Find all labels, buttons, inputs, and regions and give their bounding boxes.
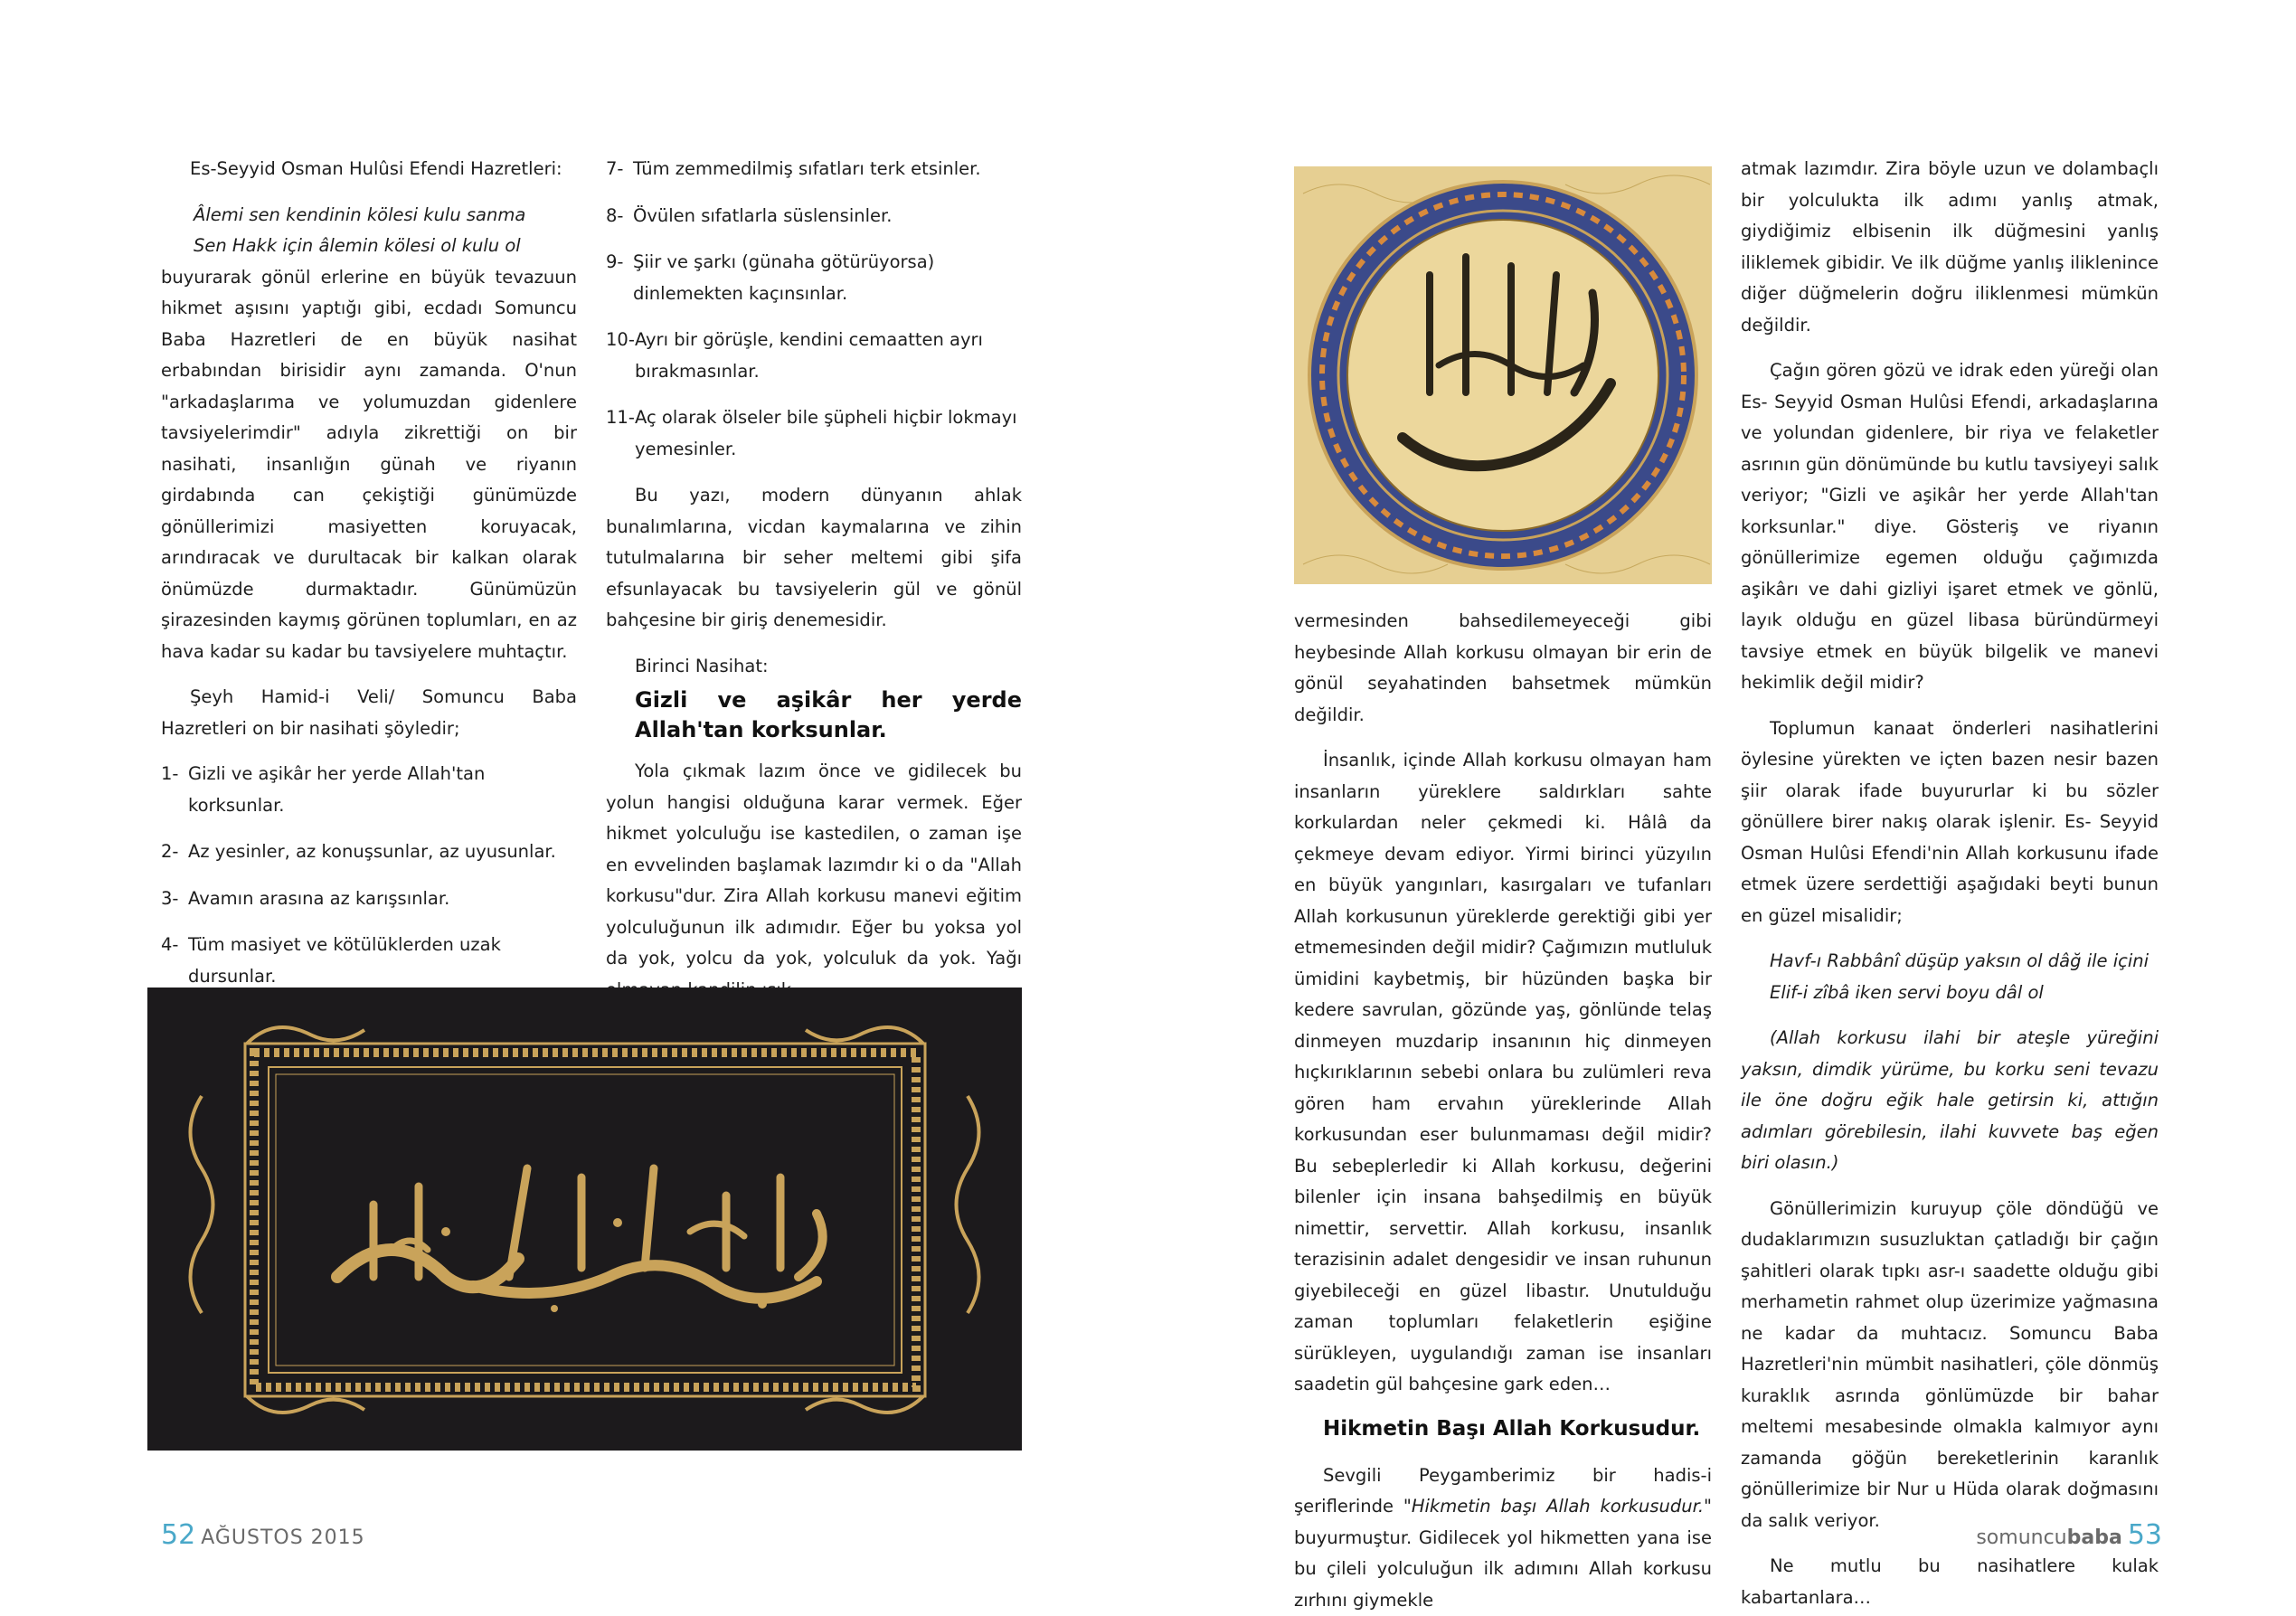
- paragraph: Toplumun kanaat önderleri nasihatlerini öylesine yürekten ve içten bazen nesir bazen şiir olarak ifade buyururlar ki bu sözler gönüllere birer nakış olarak işlenir. Es- Seyyid Osman Hulûsi Efendi'nin Allah korkusunu ifade etmek üzere serdettiği aşağıdaki beyti bunun en güzel misalidir;: [1741, 713, 2159, 932]
- left-page-footer: [161, 1519, 365, 1551]
- paragraph: Bu yazı, modern dünyanın ahlak bunalımlarına, vicdan kaymalarına ve zihin tutulmalarına bir seher meltemi gibi şifa efsunlayacak bu tavsiyelerin gül ve gönül bahçesine bir giriş denemesidir.: [606, 480, 1022, 637]
- paragraph: Şeyh Hamid-i Veli/ Somuncu Baba Hazretleri on bir nasihati şöyledir;: [161, 682, 577, 744]
- list-item: 9- Şiir ve şarkı (günaha götürüyorsa) dinlemekten kaçınsınlar.: [606, 247, 1022, 309]
- paragraph: Çağın gören gözü ve idrak eden yüreği olan Es- Seyyid Osman Hulûsi Efendi, arkadaşlarına ve yolundan gidenlere, bir riya ve felaketler asrının gün dönümünde bu kutlu tavsiyeyi salık veriyor; "Gizli ve aşikâr her yerde Allah'tan korksunlar." diye. Gösteriş ve riyanın gönüllerimize egemen olduğu çağımızda aşikârı ve dahi gizliyi işaret etmek ve gönlü, layık olduğu en güzel libasa büründürmeyi tavsiye etmek en büyük bilgelik ve manevi hekimlik değil midir?: [1741, 355, 2159, 699]
- poem-line-2: Sen Hakk için âlemin kölesi ol kulu ol: [161, 231, 577, 262]
- right-column-1: [1294, 606, 1712, 1616]
- page-number: 53: [2128, 1519, 2162, 1551]
- list-item: 2- Az yesinler, az konuşsunlar, az uyusunlar.: [161, 836, 577, 868]
- paragraph: Yola çıkmak lazım önce ve gidilecek bu yolun hangisi olduğuna karar vermek. Eğer hikmet yolculuğu ise kastedilen, o zaman işe en evvelinden başlamak lazımdır ki o da "Allah korkusu"dur. Zira Allah korkusu manevi eğitim yolculuğunun ilk adımıdır. Eğer bu yoksa yol da yok, yolcu da yok, yolculuk da yok. Yağı: [606, 756, 1022, 1006]
- section-label: Birinci Nasihat:: [606, 651, 1022, 683]
- right-page-footer: [1976, 1519, 2162, 1551]
- section-heading: Gizli ve aşikâr her yerde Allah'tan korksunlar.: [635, 685, 1022, 745]
- poem-line-2: Elif-i zîbâ iken servi boyu dâl ol: [1741, 978, 2159, 1009]
- paragraph: Sevgili Peygamberimiz bir hadis-i şeriflerinde "Hikmetin başı Allah korkusudur." buyurmuştur. Gidilecek yol hikmetten yana ise bu çileli yolculuğun ilk adımını Allah korkusu zırhını giymekle: [1294, 1460, 1712, 1616]
- page-number: 52: [161, 1519, 195, 1551]
- closing-line: Ne mutlu bu nasihatlere kulak kabartanlara…: [1741, 1551, 2159, 1613]
- paragraph: İnsanlık, içinde Allah korkusu olmayan ham insanların yüreklere saldırkları sahte korkulardan neler çekmedi ki. Hâlâ da çekmeye devam ediyor. Yirmi birinci yüzyılın en büyük yangınları, kasırgaları ve tufanları Allah korkusunun yüreklerde gerektiği gibi yer etmemesinden değil midir? Çağımızın mutluluk ümidini kaybetmiş, bir hüzünden başka bir kedere savrulan, gözünde yaş, gönlünde telaş dinmeyen muzdarip insanının hiç dinmeyen hıçkırıklarının sebebi onlara bu zulümleri reva gören ham ervahın yüreklerinde Allah korkusundan eser bulunmaması değil midir? Bu sebeplerledir ki Allah korkusu, değerini bilenler için insana bahşedilmiş en büyük nimettir, servettir. Allah korkusu, insanlık terazisinin adalet dengesidir ve insan ruhunun giyebileceği en güzel libastır. Unutulduğu zaman toplumları felaketlerin eşiğine sürükleyen, uygulandığı zaman ise insanları saadetin gül bahçesine gark eden…: [1294, 745, 1712, 1401]
- list-item: 1- Gizli ve aşikâr her yerde Allah'tan korksunlar.: [161, 759, 577, 821]
- poem-line-1: Havf-ı Rabbânî düşüp yaksın ol dâğ ile içini: [1741, 946, 2159, 978]
- section-heading: Hikmetin Başı Allah Korkusudur.: [1323, 1413, 1712, 1444]
- right-column-2: [1741, 154, 2159, 1613]
- left-column-1: [161, 154, 577, 1132]
- magazine-name: somuncubaba: [1976, 1526, 2121, 1549]
- paragraph: atmak lazımdır. Zira böyle uzun ve dolambaçlı bir yolculukta ilk adımı yanlış atmak, giydiğimiz elbisenin ilk düğmesini yanlış iliklemek gibidir. Ve ilk düğme yanlış iliklenince diğer düğmelerin doğru iliklenmesi mümkün değildir.: [1741, 154, 2159, 341]
- round-calligraphy-image: [1294, 166, 1712, 584]
- paragraph: Gönüllerimizin kuruyup çöle döndüğü ve dudaklarımızın susuzluktan çatladığı bir çağın şahitleri olarak tıpkı asr-ı saadette olduğu gibi merhametin rahmet olup üzerimize yağmasına ne kadar da muhtacız. Somuncu Baba Hazretleri'nin mümbit nasihatleri, çöle dönmüş kuraklık asrında gönlümüzde bir bahar meltemi mesabesinde olmakla kalmıyor aynı zamanda göğün bereketlerinin karanlık gönüllerimize bir Nur u Hüda olarak doğmasını da salık veriyor.: [1741, 1194, 2159, 1537]
- calligraphy-panel-image: [147, 988, 1022, 1451]
- list-item: 7- Tüm zemmedilmiş sıfatları terk etsinler.: [606, 154, 1022, 185]
- issue-date: AĞUSTOS 2015: [201, 1526, 364, 1549]
- intro-line: Es-Seyyid Osman Hulûsi Efendi Hazretleri:: [161, 154, 577, 185]
- list-item: 3- Avamın arasına az karışsınlar.: [161, 884, 577, 915]
- list-item: 11- Aç olarak ölseler bile şüpheli hiçbir lokmayı yemesinler.: [606, 402, 1022, 465]
- paragraph: vermesinden bahsedilemeyeceği gibi heybesinde Allah korkusu olmayan bir erin de gönül seyahatinden bahsetmek mümkün değildir.: [1294, 606, 1712, 731]
- poem-line-1: Âlemi sen kendinin kölesi kulu sanma: [161, 200, 577, 232]
- paragraph: buyurarak gönül erlerine en büyük tevazuun hikmet aşısını yaptığı gibi, ecdadı Somuncu Baba Hazretleri de en büyük nasihat erbabından birisidir aynı zamanda. O'nun "arkadaşlarıma ve yolumuzdan gidenlere tavsiyelerimdir" adıyla zikrettiği on bir nasihati, insanlığın günah ve riyanın girdabında can çekiştiği günümüzde gönüllerimizi masiyetten koruyacak, arındıracak ve durultacak bir kalkan olarak önümüzde durmaktadır. Günümüzün şirazesinden kaymış görünen toplumları, en az hava kadar su kadar bu tavsiyelere muhtaçtır.: [161, 262, 577, 668]
- left-column-2: [606, 154, 1022, 1006]
- advice-list-part-2: [606, 154, 1022, 465]
- translation: (Allah korkusu ilahi bir ateşle yüreğini yaksın, dimdik yürüme, bu korku seni tevazu ile öne doğru eğik hale getirsin ki, attığın adımları görebilesin, ilahi kuvvete baş eğen biri olasın.): [1741, 1023, 2159, 1179]
- list-item: 4- Tüm masiyet ve kötülüklerden uzak dursunlar.: [161, 930, 577, 992]
- list-item: 8- Övülen sıfatlarla süslensinler.: [606, 201, 1022, 232]
- list-item: 10- Ayrı bir görüşle, kendini cemaatten ayrı bırakmasınlar.: [606, 325, 1022, 387]
